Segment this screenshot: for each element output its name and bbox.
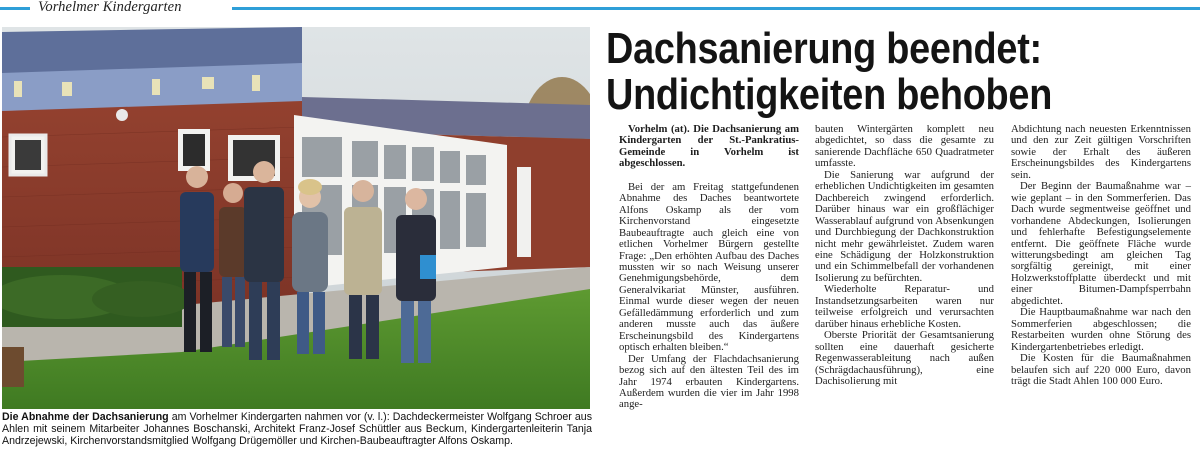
- paragraph: Der Beginn der Baumaßnahme war – wie geplant – in den Sommerferien. Das Dach wurde segmentweise geöffnet und vorhandene Abdeckungen, Isolierungen und fehlerhafte Befestigungselemente entfernt. Die geöffnete Fläche wurde witterungsbedingt am gleichen Tag sorgfältig gereinigt, mit einer Holzwerkstoffplatte überdeckt und mit einer Bitumen-Dampfsperrbahn abgedichtet.: [1011, 180, 1191, 307]
- header-rule-right: [232, 7, 1200, 10]
- section-header: [0, 0, 1200, 16]
- paragraph: Oberste Priorität der Gesamtsanierung sollten eine dauerhaft gesicherte Regenwasserableitung nach außen (Schrägdachausführung), eine Dachisolierung mit: [815, 329, 994, 387]
- caption-lead: Die Abnahme der Dachsanierung: [2, 411, 169, 423]
- paragraph: bauten Wintergärten komplett neu abgedichtet, so dass die gesamte zu sanierende Dachfläche 650 Quadratmeter umfasste.: [815, 123, 994, 170]
- article-column-3: [1011, 124, 1191, 387]
- paragraph: Die Kosten für die Baumaßnahmen belaufen sich auf 220 000 Euro, davon trägt die Stadt Ahlen 100 000 Euro.: [1011, 352, 1191, 387]
- paragraph: Abdichtung nach neuesten Erkenntnissen und den zur Zeit gültigen Vorschriften sowie der Erhalt des äußeren Erscheinungsbildes des Kindergartens sein.: [1011, 123, 1191, 181]
- article-column-2: [815, 124, 994, 387]
- paragraph: Bei der am Freitag stattgefundenen Abnahme des Daches beantwortete Alfons Oskamp als der vom Kirchenvorstand eingesetzte Baubeauftragte auch gleich eine von etlichen Vorhelmer Bürgern gestellte Frage: „Den erhöhten Aufbau des Daches mussten wir so nach Weisung unserer Genehmigungsbehörde, dem Generalvikariat Münster, ausführen. Einmal wurde dieser wegen der neuen Gefälledämmung erforderlich und zum anderen musste auch das äußere Erscheinungsbild des Kindergartens optisch erhalten bleiben.“: [619, 180, 799, 354]
- paragraph: Die Hauptbaumaßnahme war nach den Sommerferien abgeschlossen; die Restarbeiten wurden ohne Störung des Kindergartenbetriebes erledigt.: [1011, 306, 1191, 353]
- headline-line-2: Undichtigkeiten behoben: [606, 70, 1053, 119]
- paragraph: Wiederholte Reparatur- und Instandsetzungsarbeiten waren nur teilweise erfolgreich und verursachten darüber hinaus erhebliche Kosten.: [815, 283, 994, 330]
- caption-text: am Vorhelmer Kindergarten nahmen vor (v. l.): Dachdeckermeister Wolfgang Schroer aus Ahlen mit seinem Mitarbeiter Johannes Boschanski, Architekt Franz-Josef Schüttler aus Beckum, Kindergartenleiterin Tanja Andrzejewski, Kirchenvorstandsmitglied Wolfgang Drügemöller und Kirchen-Baubeauftragter Alfons Oskamp.: [2, 411, 592, 448]
- paragraph: Der Umfang der Flachdachsanierung bezog sich auf den ältesten Teil des im Jahr 1974 erbauten Kindergartens. Außerdem wurden die vier im Jahr 1998 ange-: [619, 352, 799, 411]
- paragraph: Die Sanierung war aufgrund der erheblichen Undichtigkeiten im gesamten Dachbereich zwingend erforderlich. Darüber hinaus war ein großflächiger Wasserablauf aufgrund von Absenkungen und Durchbiegung der Dachkonstruktion nicht mehr gewährleistet. Zudem waren eine Schädigung der Holzkonstruktion und ein Schimmelbefall der vorhandenen Isolierung zu befürchten.: [815, 168, 994, 284]
- article-photo: [2, 27, 590, 409]
- article-column-1: [619, 124, 799, 411]
- article-lead: Vorhelm (at). Die Dachsanierung am Kindergarten der St.-Pankratius-Gemeinde in Vorhelm ist abgeschlossen.: [619, 123, 799, 170]
- section-kicker: Vorhelmer Kindergarten: [38, 0, 182, 15]
- header-rule-left: [0, 7, 30, 10]
- photo-caption: [2, 411, 592, 448]
- headline-line-1: Dachsanierung beendet:: [606, 24, 1042, 73]
- article-headline: [606, 26, 1115, 118]
